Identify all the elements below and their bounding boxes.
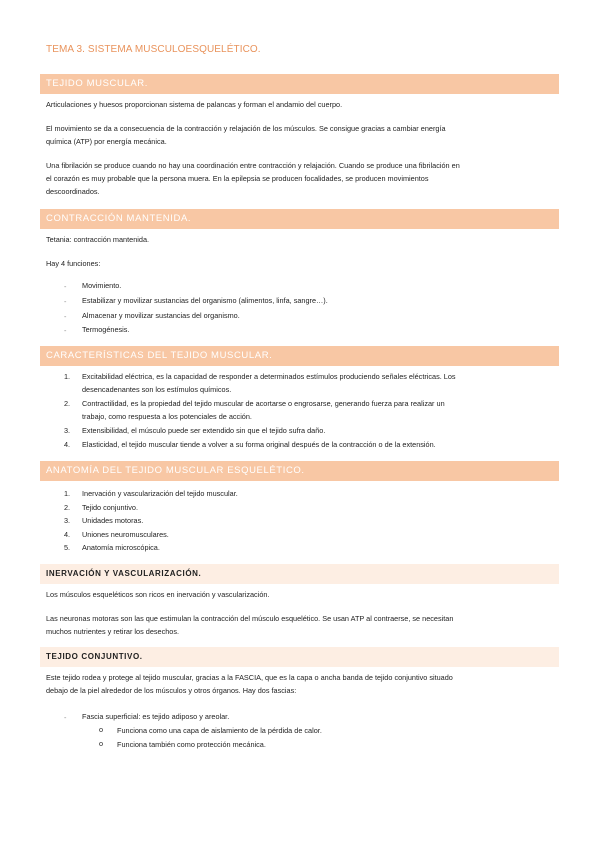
bullet-dash: - (64, 297, 67, 306)
list-number: 1. (64, 372, 71, 381)
list-item: Contractilidad, es la propiedad del tejido muscular de acortarse o engrosarse, generando fuerza para realizar un (82, 399, 445, 408)
bullet-circle: o (99, 725, 104, 734)
bullet-dash: - (64, 312, 67, 321)
list-item-continuation: trabajo, como respuesta a los potenciales de acción. (82, 412, 252, 421)
list-item: Estabilizar y movilizar sustancias del organismo (alimentos, linfa, sangre…). (82, 296, 328, 305)
bullet-dash: - (64, 713, 67, 722)
paragraph: descoordinados. (46, 187, 100, 196)
section-heading-caracteristicas: CARACTERÍSTICAS DEL TEJIDO MUSCULAR. (40, 346, 559, 366)
list-number: 2. (64, 399, 71, 408)
paragraph: Los músculos esqueléticos son ricos en inervación y vascularización. (46, 590, 270, 599)
list-number: 4. (64, 530, 71, 539)
paragraph: El movimiento se da a consecuencia de la contracción y relajación de los músculos. Se consigue gracias a cambiar energía (46, 124, 446, 133)
list-item-continuation: desencadenantes son los estímulos químicos. (82, 385, 232, 394)
subsection-heading-tejido-conjuntivo: TEJIDO CONJUNTIVO. (40, 647, 559, 667)
list-item: Unidades motoras. (82, 516, 144, 525)
list-item: Excitabilidad eléctrica, es la capacidad de responder a determinados estímulos produciendo señales eléctricas. Los (82, 372, 456, 381)
list-item: Almacenar y movilizar sustancias del organismo. (82, 311, 240, 320)
list-item: Termogénesis. (82, 325, 130, 334)
list-item: Extensibilidad, el músculo puede ser extendido sin que el tejido sufra daño. (82, 426, 326, 435)
list-item: Fascia superficial: es tejido adiposo y areolar. (82, 712, 230, 721)
list-number: 3. (64, 516, 71, 525)
paragraph: Hay 4 funciones: (46, 259, 101, 268)
subsection-heading-inervacion: INERVACIÓN Y VASCULARIZACIÓN. (40, 564, 559, 584)
list-item: Movimiento. (82, 281, 122, 290)
paragraph: Tetania: contracción mantenida. (46, 235, 150, 244)
paragraph: Articulaciones y huesos proporcionan sistema de palancas y forman el andamio del cuerpo. (46, 100, 343, 109)
paragraph: debajo de la piel alrededor de los músculos y otros órganos. Hay dos fascias: (46, 686, 297, 695)
paragraph: muchos nutrientes y retirar los desechos. (46, 627, 180, 636)
list-number: 4. (64, 440, 71, 449)
paragraph: Las neuronas motoras son las que estimulan la contracción del músculo esquelético. Se usan ATP al contraerse, se necesitan (46, 614, 454, 623)
section-heading-anatomia: ANATOMÍA DEL TEJIDO MUSCULAR ESQUELÉTICO. (40, 461, 559, 481)
paragraph: el corazón es muy probable que la persona muera. En la epilepsia se producen focalidades, se producen movimientos (46, 174, 429, 183)
list-item: Inervación y vascularización del tejido muscular. (82, 489, 238, 498)
paragraph: Este tejido rodea y protege al tejido muscular, gracias a la FASCIA, que es la capa o ancha banda de tejido conjuntivo situado (46, 673, 453, 682)
list-item: Elasticidad, el tejido muscular tiende a volver a su forma original después de la contracción o de la extensión. (82, 440, 436, 449)
list-number: 2. (64, 503, 71, 512)
section-heading-contraccion-mantenida: CONTRACCIÓN MANTENIDA. (40, 209, 559, 229)
paragraph: química (ATP) por energía mecánica. (46, 137, 167, 146)
list-item: Tejido conjuntivo. (82, 503, 138, 512)
list-number: 1. (64, 489, 71, 498)
bullet-circle: o (99, 739, 104, 748)
list-number: 3. (64, 426, 71, 435)
sub-list-item: Funciona como una capa de aislamiento de la pérdida de calor. (117, 726, 322, 735)
bullet-dash: - (64, 282, 67, 291)
list-item: Anatomía microscópica. (82, 543, 160, 552)
list-number: 5. (64, 543, 71, 552)
section-heading-tejido-muscular: TEJIDO MUSCULAR. (40, 74, 559, 94)
bullet-dash: - (64, 326, 67, 335)
document-title: TEMA 3. SISTEMA MUSCULOESQUELÉTICO. (46, 44, 261, 55)
paragraph: Una fibrilación se produce cuando no hay una coordinación entre contracción y relajación. Cuando se produce una fibrilación en (46, 161, 460, 170)
list-item: Uniones neuromusculares. (82, 530, 169, 539)
sub-list-item: Funciona también como protección mecánica. (117, 740, 266, 749)
